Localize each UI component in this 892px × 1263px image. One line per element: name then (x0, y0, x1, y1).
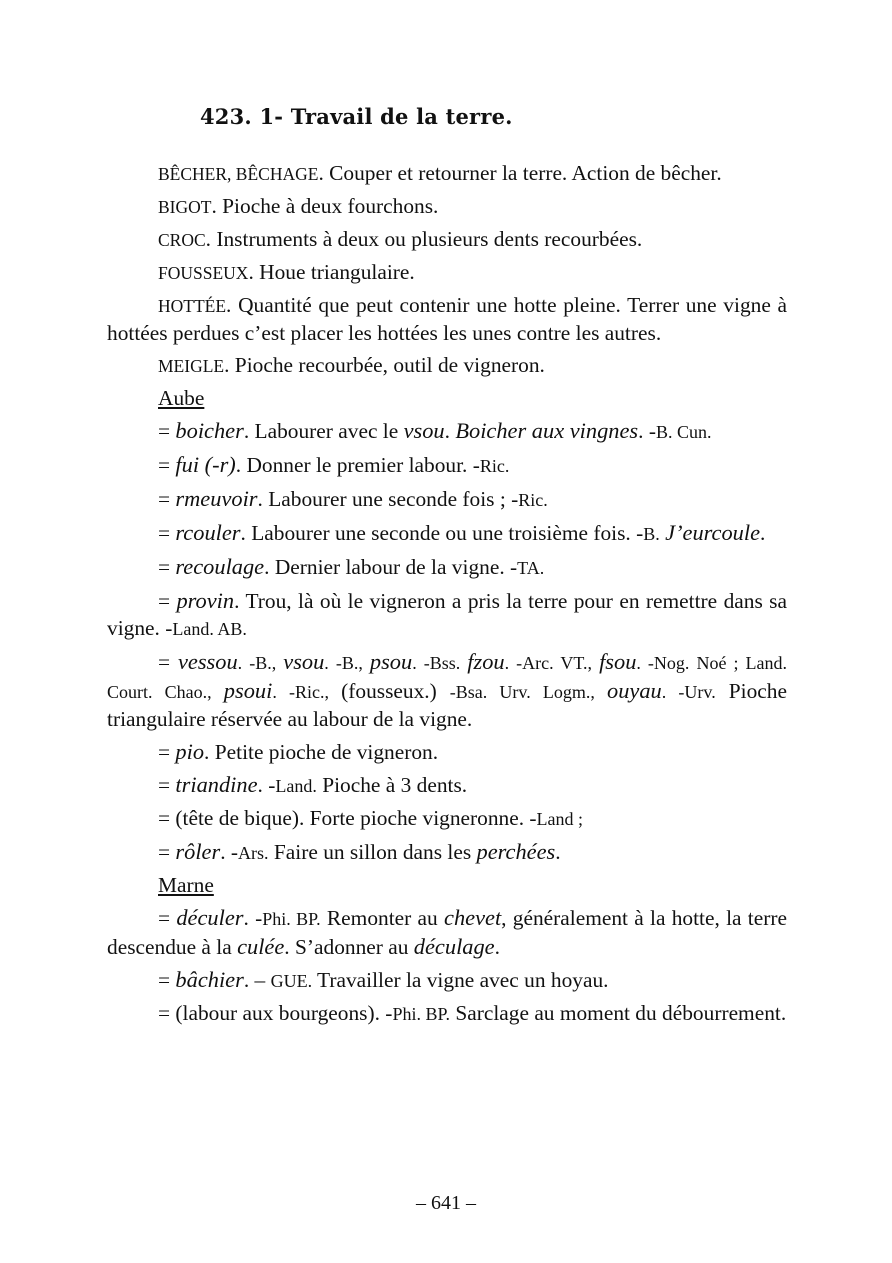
entry-tete-de-bique (107, 805, 787, 833)
dialect-word: culée (237, 934, 285, 959)
entry-pio (107, 738, 787, 766)
region-label: Aube (158, 386, 205, 410)
entry-roler (107, 838, 787, 867)
source-abbrev: Land ; (536, 809, 584, 829)
definition: . Donner le premier labour. - (235, 453, 480, 477)
dialect-word: triandine (175, 772, 258, 797)
definition: . Labourer une seconde fois ; - (257, 487, 519, 511)
dialect-word: fui (-r) (175, 452, 236, 477)
dialect-word: fzou (467, 649, 505, 674)
headword: FOUSSEUX (158, 263, 249, 283)
source-abbrev: Ric. (518, 490, 548, 510)
definition: Sarclage au moment du débourrement. (449, 1001, 787, 1025)
entry-bachier (107, 966, 787, 995)
definition: . Pioche recourbée, outil de vigneron. (224, 353, 545, 377)
source-abbrev: Ars. (238, 843, 269, 863)
region-label: Marne (158, 873, 214, 897)
definition: . Dernier labour de la vigne. - (264, 555, 518, 579)
example-phrase: J’eurcoule (665, 520, 761, 545)
entry-boicher (107, 417, 787, 446)
region-heading-marne (107, 872, 787, 899)
dialect-word: recoulage (175, 554, 265, 579)
equals-sign: = (158, 650, 178, 674)
entry-recoulage (107, 553, 787, 582)
definition: . Labourer une seconde ou une troisième fois. - (240, 521, 644, 545)
text: . (494, 935, 500, 959)
dialect-word: rmeuvoir (175, 486, 258, 511)
glossary-body (107, 160, 787, 1033)
definition: . Quantité que peut contenir une hotte pleine. Terrer une vigne à hottées perdues c’est placer les hottées les unes contre les autres. (107, 293, 787, 345)
entry-deculer (107, 904, 787, 961)
text: . - (220, 840, 239, 864)
source-abbrev: B. (643, 524, 660, 544)
dialect-word: psou (369, 649, 413, 674)
equals-sign: = (158, 589, 177, 613)
headword: MEIGLE (158, 356, 225, 376)
text: . (444, 419, 456, 443)
headword: HOTTÉE (158, 296, 227, 316)
equals-sign: = (158, 555, 176, 579)
dialect-word: pio (175, 739, 205, 764)
source-abbrev: . -Urv. (661, 682, 716, 702)
dialect-word: perchées (476, 839, 556, 864)
source-abbrev: GUE. (270, 971, 313, 991)
definition: = (tête de bique). Forte pioche vigneronne. - (158, 806, 537, 830)
definition: . Couper et retourner la terre. Action de bêcher. (318, 161, 722, 185)
dialect-word: provin (176, 588, 235, 613)
dialect-word: boicher (175, 418, 244, 443)
entry-rmeuvoir (107, 485, 787, 514)
source-abbrev: B. Cun. (655, 422, 712, 442)
entry-labour-aux-bourgeons (107, 1000, 787, 1028)
dialect-word: déculer (176, 905, 244, 930)
source-abbrev: -Bsa. Urv. Logm., (449, 682, 608, 702)
source-abbrev: . -Ric., (272, 682, 342, 702)
example-phrase: Boicher aux vingnes (455, 418, 639, 443)
equals-sign: = (158, 906, 177, 930)
dialect-word: chevet (444, 905, 502, 930)
equals-sign: = (158, 453, 176, 477)
text: . (760, 521, 766, 545)
entry-provin (107, 587, 787, 643)
source-abbrev: Land. (275, 776, 317, 796)
dialect-word: vessou (177, 649, 238, 674)
equals-sign: = (158, 840, 176, 864)
section-heading: 423. 1- Travail de la terre. (200, 104, 513, 129)
headword: CROC (158, 230, 206, 250)
dialect-word: ouyau (607, 678, 662, 703)
source-abbrev: Phi. BP. (262, 909, 321, 929)
entry-vessou (107, 648, 787, 733)
headword: BIGOT (158, 197, 212, 217)
source-abbrev: . -Arc. VT., (504, 653, 600, 673)
definition: = (labour aux bourgeons). - (158, 1001, 393, 1025)
headword: BÊCHER, BÊCHAGE (158, 164, 319, 184)
definition: . Pioche à deux fourchons. (211, 194, 439, 218)
dialect-word: psoui (223, 678, 273, 703)
text: . (555, 840, 561, 864)
text: . - (257, 773, 276, 797)
definition: . Houe triangulaire. (248, 260, 415, 284)
definition: Pioche triangulaire réservée au labour de la vigne. (107, 679, 787, 731)
entry-rcouler (107, 519, 787, 548)
entry-fui (107, 451, 787, 480)
definition: . Trou, là où le vigneron a pris la terre pour en remettre dans sa vigne. - (107, 589, 787, 640)
source-abbrev: . -Nog. Noé ; Land. Court. Chao., (107, 653, 788, 702)
text: (fousseux.) (341, 679, 450, 703)
equals-sign: = (158, 487, 176, 511)
dialect-word: rôler (175, 839, 221, 864)
dialect-word: déculage (413, 934, 495, 959)
entry-triandine (107, 771, 787, 800)
source-abbrev: Ric. (479, 456, 510, 476)
entry-croc (107, 226, 787, 254)
region-heading-aube (107, 385, 787, 412)
entry-bigot (107, 193, 787, 221)
entry-fousseux (107, 259, 787, 287)
page-number: – 641 – (416, 1192, 476, 1214)
dialect-word: vsou (283, 649, 325, 674)
dialect-word: fsou (599, 649, 637, 674)
text: . - (638, 419, 656, 443)
equals-sign: = (158, 521, 176, 545)
definition: . S’adonner au (284, 935, 414, 959)
text: . - (243, 906, 263, 930)
dialect-word: vsou (403, 418, 445, 443)
text: . – (243, 968, 271, 992)
entry-hottee (107, 292, 787, 347)
definition: , généralement à la hotte, la terre descendue à la (107, 906, 787, 959)
source-abbrev: . -B., (324, 653, 370, 673)
definition: Pioche à 3 dents. (316, 773, 468, 797)
definition: . Petite pioche de vigneron. (204, 740, 439, 764)
equals-sign: = (158, 968, 176, 992)
source-abbrev: Land. AB. (172, 619, 247, 639)
entry-becher (107, 160, 787, 188)
definition: . Instruments à deux ou plusieurs dents recourbées. (205, 227, 643, 251)
source-abbrev: . -B., (237, 653, 284, 673)
dialect-word: rcouler (175, 520, 241, 545)
equals-sign: = (158, 740, 176, 764)
source-abbrev: Phi. BP. (392, 1004, 450, 1024)
definition: Remonter au (320, 906, 444, 930)
definition: Travailler la vigne avec un hoyau. (312, 968, 609, 992)
definition: Faire un sillon dans les (268, 840, 477, 864)
equals-sign: = (158, 419, 176, 443)
source-abbrev: . -Bss. (412, 653, 468, 673)
source-abbrev: TA. (517, 558, 545, 578)
equals-sign: = (158, 773, 176, 797)
definition: . Labourer avec le (243, 419, 404, 443)
entry-meigle (107, 352, 787, 380)
dialect-word: bâchier (175, 967, 244, 992)
